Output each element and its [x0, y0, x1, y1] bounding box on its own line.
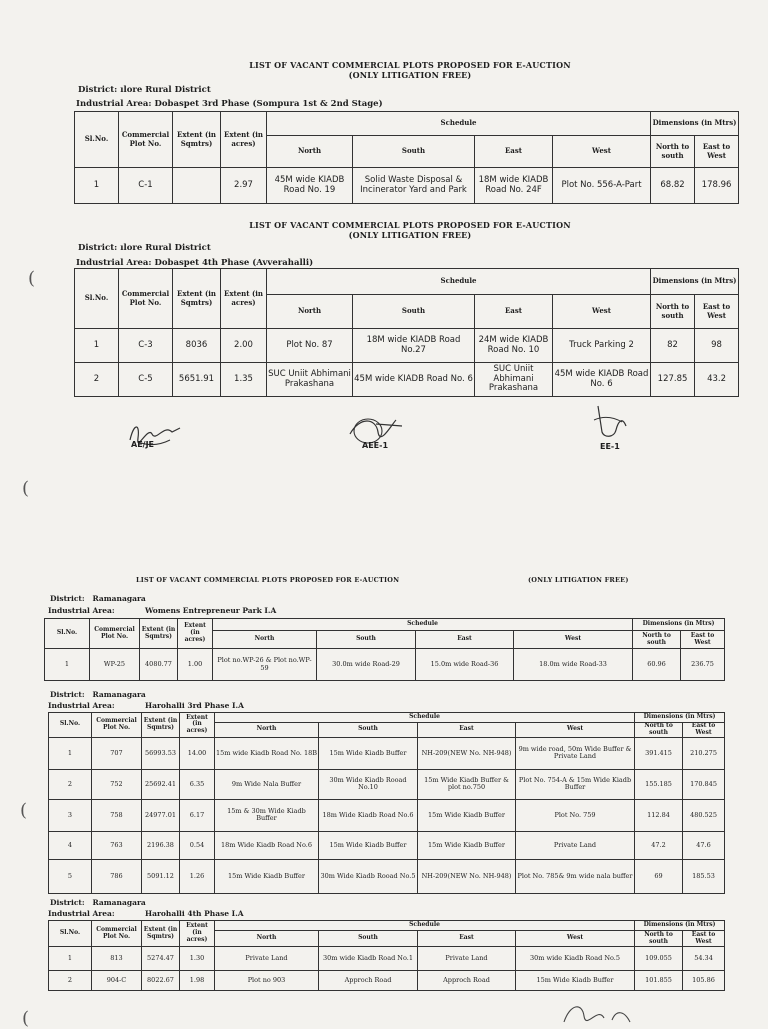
- header-extent-sqm: Extent (in Sqmtrs): [173, 269, 221, 329]
- header-south: South: [353, 295, 475, 329]
- header-east-to-west: East to West: [681, 631, 725, 649]
- cell-east-to-west: 98: [695, 329, 739, 363]
- signature-label-ee-1: EE-1: [600, 442, 620, 451]
- cell-sl: 5: [49, 859, 92, 893]
- cell-sqm: 5274.47: [142, 947, 180, 971]
- punch-mark: (: [20, 800, 28, 821]
- header-east-to-west: East to West: [683, 723, 725, 738]
- area-label: Industrial Area:: [76, 258, 152, 268]
- signature-mark-partial: [560, 1000, 640, 1024]
- section3-litigation-note: (ONLY LITIGATION FREE): [528, 576, 629, 584]
- cell-plot: 752: [92, 769, 142, 799]
- cell-west: Truck Parking 2: [553, 329, 651, 363]
- section3-industrial-area: [48, 606, 115, 615]
- header-extent-acres: Extent (in acres): [178, 619, 213, 649]
- signature-label-aee-1: AEE-1: [362, 441, 389, 450]
- cell-west: Plot No. 754-A & 15m Wide Kiadb Buffer: [516, 769, 635, 799]
- header-west: West: [553, 136, 651, 168]
- cell-sl: 1: [75, 168, 119, 204]
- header-sl: Sl.No.: [75, 269, 119, 329]
- header-extent-sqm: Extent (in Sqmtrs): [142, 713, 180, 738]
- cell-east: 15m Wide Kiadb Buffer: [418, 831, 516, 859]
- section1-industrial-area: [76, 99, 383, 109]
- district-label: District:: [78, 85, 118, 95]
- signature-mark-ee: [590, 402, 630, 444]
- cell-north: Plot No. 87: [267, 329, 353, 363]
- cell-plot: C-3: [119, 329, 173, 363]
- header-plot: Commercial Plot No.: [90, 619, 140, 649]
- signature-label-ae-je: AE/JE: [131, 440, 155, 449]
- cell-west: Plot No. 759: [516, 799, 635, 831]
- cell-west: 9m wide road, 50m Wide Buffer & Private Land: [516, 737, 635, 769]
- section2-title: [200, 220, 620, 240]
- cell-sqm: 2196.38: [142, 831, 180, 859]
- cell-acres: 1.26: [180, 859, 215, 893]
- area-label: Industrial Area:: [76, 99, 152, 109]
- cell-plot: 904-C: [92, 971, 142, 991]
- cell-south: 15m Wide Kiadb Buffer: [319, 831, 418, 859]
- header-west: West: [514, 631, 633, 649]
- cell-east-to-west: 210.275: [683, 737, 725, 769]
- header-north-to-south: North to south: [651, 136, 695, 168]
- cell-east: NH-209(NEW No. NH-948): [418, 737, 516, 769]
- cell-east-to-west: 185.53: [683, 859, 725, 893]
- header-east: East: [416, 631, 514, 649]
- cell-north: 45M wide KIADB Road No. 19: [267, 168, 353, 204]
- cell-plot: C-5: [119, 363, 173, 397]
- district-label: District:: [50, 594, 85, 603]
- cell-acres: 6.17: [180, 799, 215, 831]
- header-east: East: [418, 931, 516, 947]
- section3-area-value: Womens Entrepreneur Park I.A: [145, 606, 277, 615]
- cell-south: 30m Wide Kiadb Rooad No.10: [319, 769, 418, 799]
- section2-title-line1: LIST OF VACANT COMMERCIAL PLOTS PROPOSED FOR E-AUCTION: [249, 220, 571, 230]
- cell-east-to-west: 54.34: [683, 947, 725, 971]
- table-row: [49, 737, 725, 769]
- header-extent-acres: Extent (in acres): [180, 921, 215, 947]
- cell-plot: 758: [92, 799, 142, 831]
- cell-plot: WP-25: [90, 649, 140, 681]
- header-east-to-west: East to West: [695, 136, 739, 168]
- cell-east: 18M wide KIADB Road No. 24F: [475, 168, 553, 204]
- header-extent-acres: Extent (in acres): [180, 713, 215, 738]
- cell-sqm: [173, 168, 221, 204]
- cell-acres: 6.35: [180, 769, 215, 799]
- district-value: Ramanagara: [92, 898, 146, 907]
- cell-north-to-south: 112.84: [635, 799, 683, 831]
- header-dimensions: Dimensions (in Mtrs): [651, 112, 739, 136]
- cell-acres: 14.00: [180, 737, 215, 769]
- cell-north: 15m & 30m Wide Kiadb Buffer: [215, 799, 319, 831]
- cell-north: SUC Uniit Abhimani Prakashana: [267, 363, 353, 397]
- cell-sqm: 8022.67: [142, 971, 180, 991]
- header-east: East: [418, 723, 516, 738]
- cell-north-to-south: 391.415: [635, 737, 683, 769]
- area-value: Dobaspet 4th Phase (Avverahalli): [154, 258, 314, 268]
- cell-east-to-west: 105.86: [683, 971, 725, 991]
- cell-south: 45M wide KIADB Road No. 6: [353, 363, 475, 397]
- table-row: [45, 649, 725, 681]
- cell-east: NH-209(NEW No. NH-948): [418, 859, 516, 893]
- header-schedule: Schedule: [215, 713, 635, 723]
- header-sl: Sl.No.: [49, 921, 92, 947]
- cell-west: 18.0m wide Road-33: [514, 649, 633, 681]
- punch-mark: (: [28, 268, 36, 289]
- section4-district: [50, 690, 146, 699]
- cell-south: 30.0m wide Road-29: [317, 649, 416, 681]
- section2-title-line2: (ONLY LITIGATION FREE): [348, 230, 472, 240]
- header-sl: Sl.No.: [45, 619, 90, 649]
- cell-south: 30m wide Kiadb Road No.1: [319, 947, 418, 971]
- cell-sqm: 56993.53: [142, 737, 180, 769]
- cell-north-to-south: 109.055: [635, 947, 683, 971]
- cell-east: Approch Road: [418, 971, 516, 991]
- cell-sqm: 4080.77: [140, 649, 178, 681]
- area-label: Industrial Area:: [48, 909, 115, 918]
- section2-industrial-area: [76, 258, 313, 268]
- section5-industrial-area: [48, 909, 115, 918]
- area-label: Industrial Area:: [48, 701, 115, 710]
- header-east-to-west: East to West: [683, 931, 725, 947]
- table-row: [49, 831, 725, 859]
- section1-title-line1: LIST OF VACANT COMMERCIAL PLOTS PROPOSED FOR E-AUCTION: [249, 60, 571, 70]
- punch-mark: (: [22, 1008, 30, 1029]
- header-plot: Commercial Plot No.: [119, 269, 173, 329]
- header-north-to-south: North to south: [635, 931, 683, 947]
- header-north-to-south: North to south: [651, 295, 695, 329]
- header-dimensions: Dimensions (in Mtrs): [651, 269, 739, 295]
- section5-district: [50, 898, 146, 907]
- cell-acres: 2.00: [221, 329, 267, 363]
- cell-north: Private Land: [215, 947, 319, 971]
- cell-west: Plot No. 556-A-Part: [553, 168, 651, 204]
- cell-north-to-south: 47.2: [635, 831, 683, 859]
- cell-east-to-west: 236.75: [681, 649, 725, 681]
- cell-sl: 2: [49, 971, 92, 991]
- header-south: South: [317, 631, 416, 649]
- cell-east-to-west: 178.96: [695, 168, 739, 204]
- cell-north-to-south: 82: [651, 329, 695, 363]
- table2-dobaspet-4th-phase: [74, 268, 739, 397]
- header-north: North: [215, 723, 319, 738]
- section1-title-line2: (ONLY LITIGATION FREE): [348, 70, 472, 80]
- header-schedule: Schedule: [267, 269, 651, 295]
- header-schedule: Schedule: [267, 112, 651, 136]
- district-label: District:: [50, 898, 85, 907]
- punch-mark: (: [22, 478, 30, 499]
- cell-plot: 813: [92, 947, 142, 971]
- header-plot: Commercial Plot No.: [92, 921, 142, 947]
- table5-harohalli-4th-phase: [48, 920, 725, 991]
- cell-plot: 707: [92, 737, 142, 769]
- cell-south: 15m Wide Kiadb Buffer: [319, 737, 418, 769]
- cell-plot: 763: [92, 831, 142, 859]
- cell-acres: 1.00: [178, 649, 213, 681]
- table4-harohalli-3rd-phase: [48, 712, 725, 894]
- header-plot: Commercial Plot No.: [92, 713, 142, 738]
- cell-acres: 1.35: [221, 363, 267, 397]
- header-schedule: Schedule: [215, 921, 635, 931]
- cell-west: 30m wide Kiadb Road No.5: [516, 947, 635, 971]
- cell-sl: 2: [75, 363, 119, 397]
- table-row: [49, 769, 725, 799]
- section4-industrial-area: [48, 701, 115, 710]
- cell-north-to-south: 127.85: [651, 363, 695, 397]
- cell-north-to-south: 60.96: [633, 649, 681, 681]
- cell-sl: 1: [49, 947, 92, 971]
- cell-east: 15m Wide Kiadb Buffer: [418, 799, 516, 831]
- header-extent-acres: Extent (in acres): [221, 112, 267, 168]
- header-south: South: [319, 931, 418, 947]
- header-west: West: [516, 723, 635, 738]
- cell-north: 9m Wide Nala Buffer: [215, 769, 319, 799]
- cell-east-to-west: 170.845: [683, 769, 725, 799]
- cell-sl: 1: [45, 649, 90, 681]
- cell-west: 45M wide KIADB Road No. 6: [553, 363, 651, 397]
- cell-acres: 2.97: [221, 168, 267, 204]
- header-north: North: [215, 931, 319, 947]
- cell-north-to-south: 68.82: [651, 168, 695, 204]
- cell-sl: 4: [49, 831, 92, 859]
- district-value: ılore Rural District: [120, 85, 211, 95]
- cell-north-to-south: 155.185: [635, 769, 683, 799]
- cell-east: 24M wide KIADB Road No. 10: [475, 329, 553, 363]
- cell-north: 15m Wide Kiadb Buffer: [215, 859, 319, 893]
- cell-north: Plot no 903: [215, 971, 319, 991]
- header-extent-sqm: Extent (in Sqmtrs): [142, 921, 180, 947]
- table-row: [75, 363, 739, 397]
- cell-sqm: 5651.91: [173, 363, 221, 397]
- cell-south: Solid Waste Disposal & Incinerator Yard and Park: [353, 168, 475, 204]
- table1-dobaspet-3rd-phase: [74, 111, 739, 204]
- table-row: [49, 859, 725, 893]
- header-north-to-south: North to south: [635, 723, 683, 738]
- cell-east-to-west: 43.2: [695, 363, 739, 397]
- cell-east-to-west: 47.6: [683, 831, 725, 859]
- cell-west: 15m Wide Kiadb Buffer: [516, 971, 635, 991]
- section1-title: [200, 60, 620, 80]
- table3-womens-entrepreneur-park: [44, 618, 725, 681]
- section5-area-value: Harohalli 4th Phase I.A: [145, 909, 244, 918]
- header-dimensions: Dimensions (in Mtrs): [635, 921, 725, 931]
- cell-south: 30m Wide Kiadb Rooad No.5: [319, 859, 418, 893]
- header-dimensions: Dimensions (in Mtrs): [635, 713, 725, 723]
- cell-acres: 1.30: [180, 947, 215, 971]
- table-row: [49, 799, 725, 831]
- header-north: North: [267, 295, 353, 329]
- cell-sl: 3: [49, 799, 92, 831]
- cell-east: 15.0m wide Road-36: [416, 649, 514, 681]
- district-label: District:: [78, 243, 118, 253]
- cell-sl: 1: [49, 737, 92, 769]
- table-row: [49, 971, 725, 991]
- section1-district: [78, 85, 211, 95]
- district-value: Ramanagara: [92, 690, 146, 699]
- district-value: Ramanagara: [92, 594, 146, 603]
- cell-south: 18M wide KIADB Road No.27: [353, 329, 475, 363]
- section2-district: [78, 243, 211, 253]
- header-west: West: [553, 295, 651, 329]
- cell-sqm: 8036: [173, 329, 221, 363]
- table-row: [75, 329, 739, 363]
- header-north: North: [213, 631, 317, 649]
- cell-acres: 0.54: [180, 831, 215, 859]
- section4-area-value: Harohalli 3rd Phase I.A: [145, 701, 244, 710]
- header-schedule: Schedule: [213, 619, 633, 631]
- header-north-to-south: North to south: [633, 631, 681, 649]
- cell-west: Private Land: [516, 831, 635, 859]
- cell-sqm: 5091.12: [142, 859, 180, 893]
- header-extent-sqm: Extent (in Sqmtrs): [140, 619, 178, 649]
- header-extent-sqm: Extent (in Sqmtrs): [173, 112, 221, 168]
- cell-west: Plot No. 785& 9m wide nala buffer: [516, 859, 635, 893]
- area-value: Dobaspet 3rd Phase (Sompura 1st & 2nd Stage): [154, 99, 383, 109]
- cell-east: 15m Wide Kiadb Buffer & plot no.750: [418, 769, 516, 799]
- cell-plot: 786: [92, 859, 142, 893]
- cell-north-to-south: 69: [635, 859, 683, 893]
- cell-north-to-south: 101.855: [635, 971, 683, 991]
- cell-east-to-west: 480.525: [683, 799, 725, 831]
- header-plot: Commercial Plot No.: [119, 112, 173, 168]
- cell-north: 18m Wide Kiadb Road No.6: [215, 831, 319, 859]
- cell-north: Plot no.WP-26 & Plot no.WP-59: [213, 649, 317, 681]
- cell-sqm: 25692.41: [142, 769, 180, 799]
- header-extent-acres: Extent (in acres): [221, 269, 267, 329]
- header-north: North: [267, 136, 353, 168]
- cell-acres: 1.98: [180, 971, 215, 991]
- header-east-to-west: East to West: [695, 295, 739, 329]
- cell-sl: 2: [49, 769, 92, 799]
- district-value: ılore Rural District: [120, 243, 211, 253]
- header-west: West: [516, 931, 635, 947]
- cell-sqm: 24977.01: [142, 799, 180, 831]
- cell-sl: 1: [75, 329, 119, 363]
- district-label: District:: [50, 690, 85, 699]
- header-sl: Sl.No.: [49, 713, 92, 738]
- table-row: [49, 947, 725, 971]
- area-label: Industrial Area:: [48, 606, 115, 615]
- section3-title: LIST OF VACANT COMMERCIAL PLOTS PROPOSED FOR E-AUCTION: [136, 576, 400, 584]
- header-south: South: [319, 723, 418, 738]
- header-east: East: [475, 295, 553, 329]
- cell-south: Approch Road: [319, 971, 418, 991]
- cell-east: Private Land: [418, 947, 516, 971]
- header-east: East: [475, 136, 553, 168]
- header-dimensions: Dimensions (in Mtrs): [633, 619, 725, 631]
- cell-east: SUC Uniit Abhimani Prakashana: [475, 363, 553, 397]
- section3-district: [50, 594, 146, 603]
- header-south: South: [353, 136, 475, 168]
- cell-south: 18m Wide Kiadb Road No.6: [319, 799, 418, 831]
- table-row: [75, 168, 739, 204]
- header-sl: Sl.No.: [75, 112, 119, 168]
- cell-plot: C-1: [119, 168, 173, 204]
- cell-north: 15m wide Kiadb Road No. 18B: [215, 737, 319, 769]
